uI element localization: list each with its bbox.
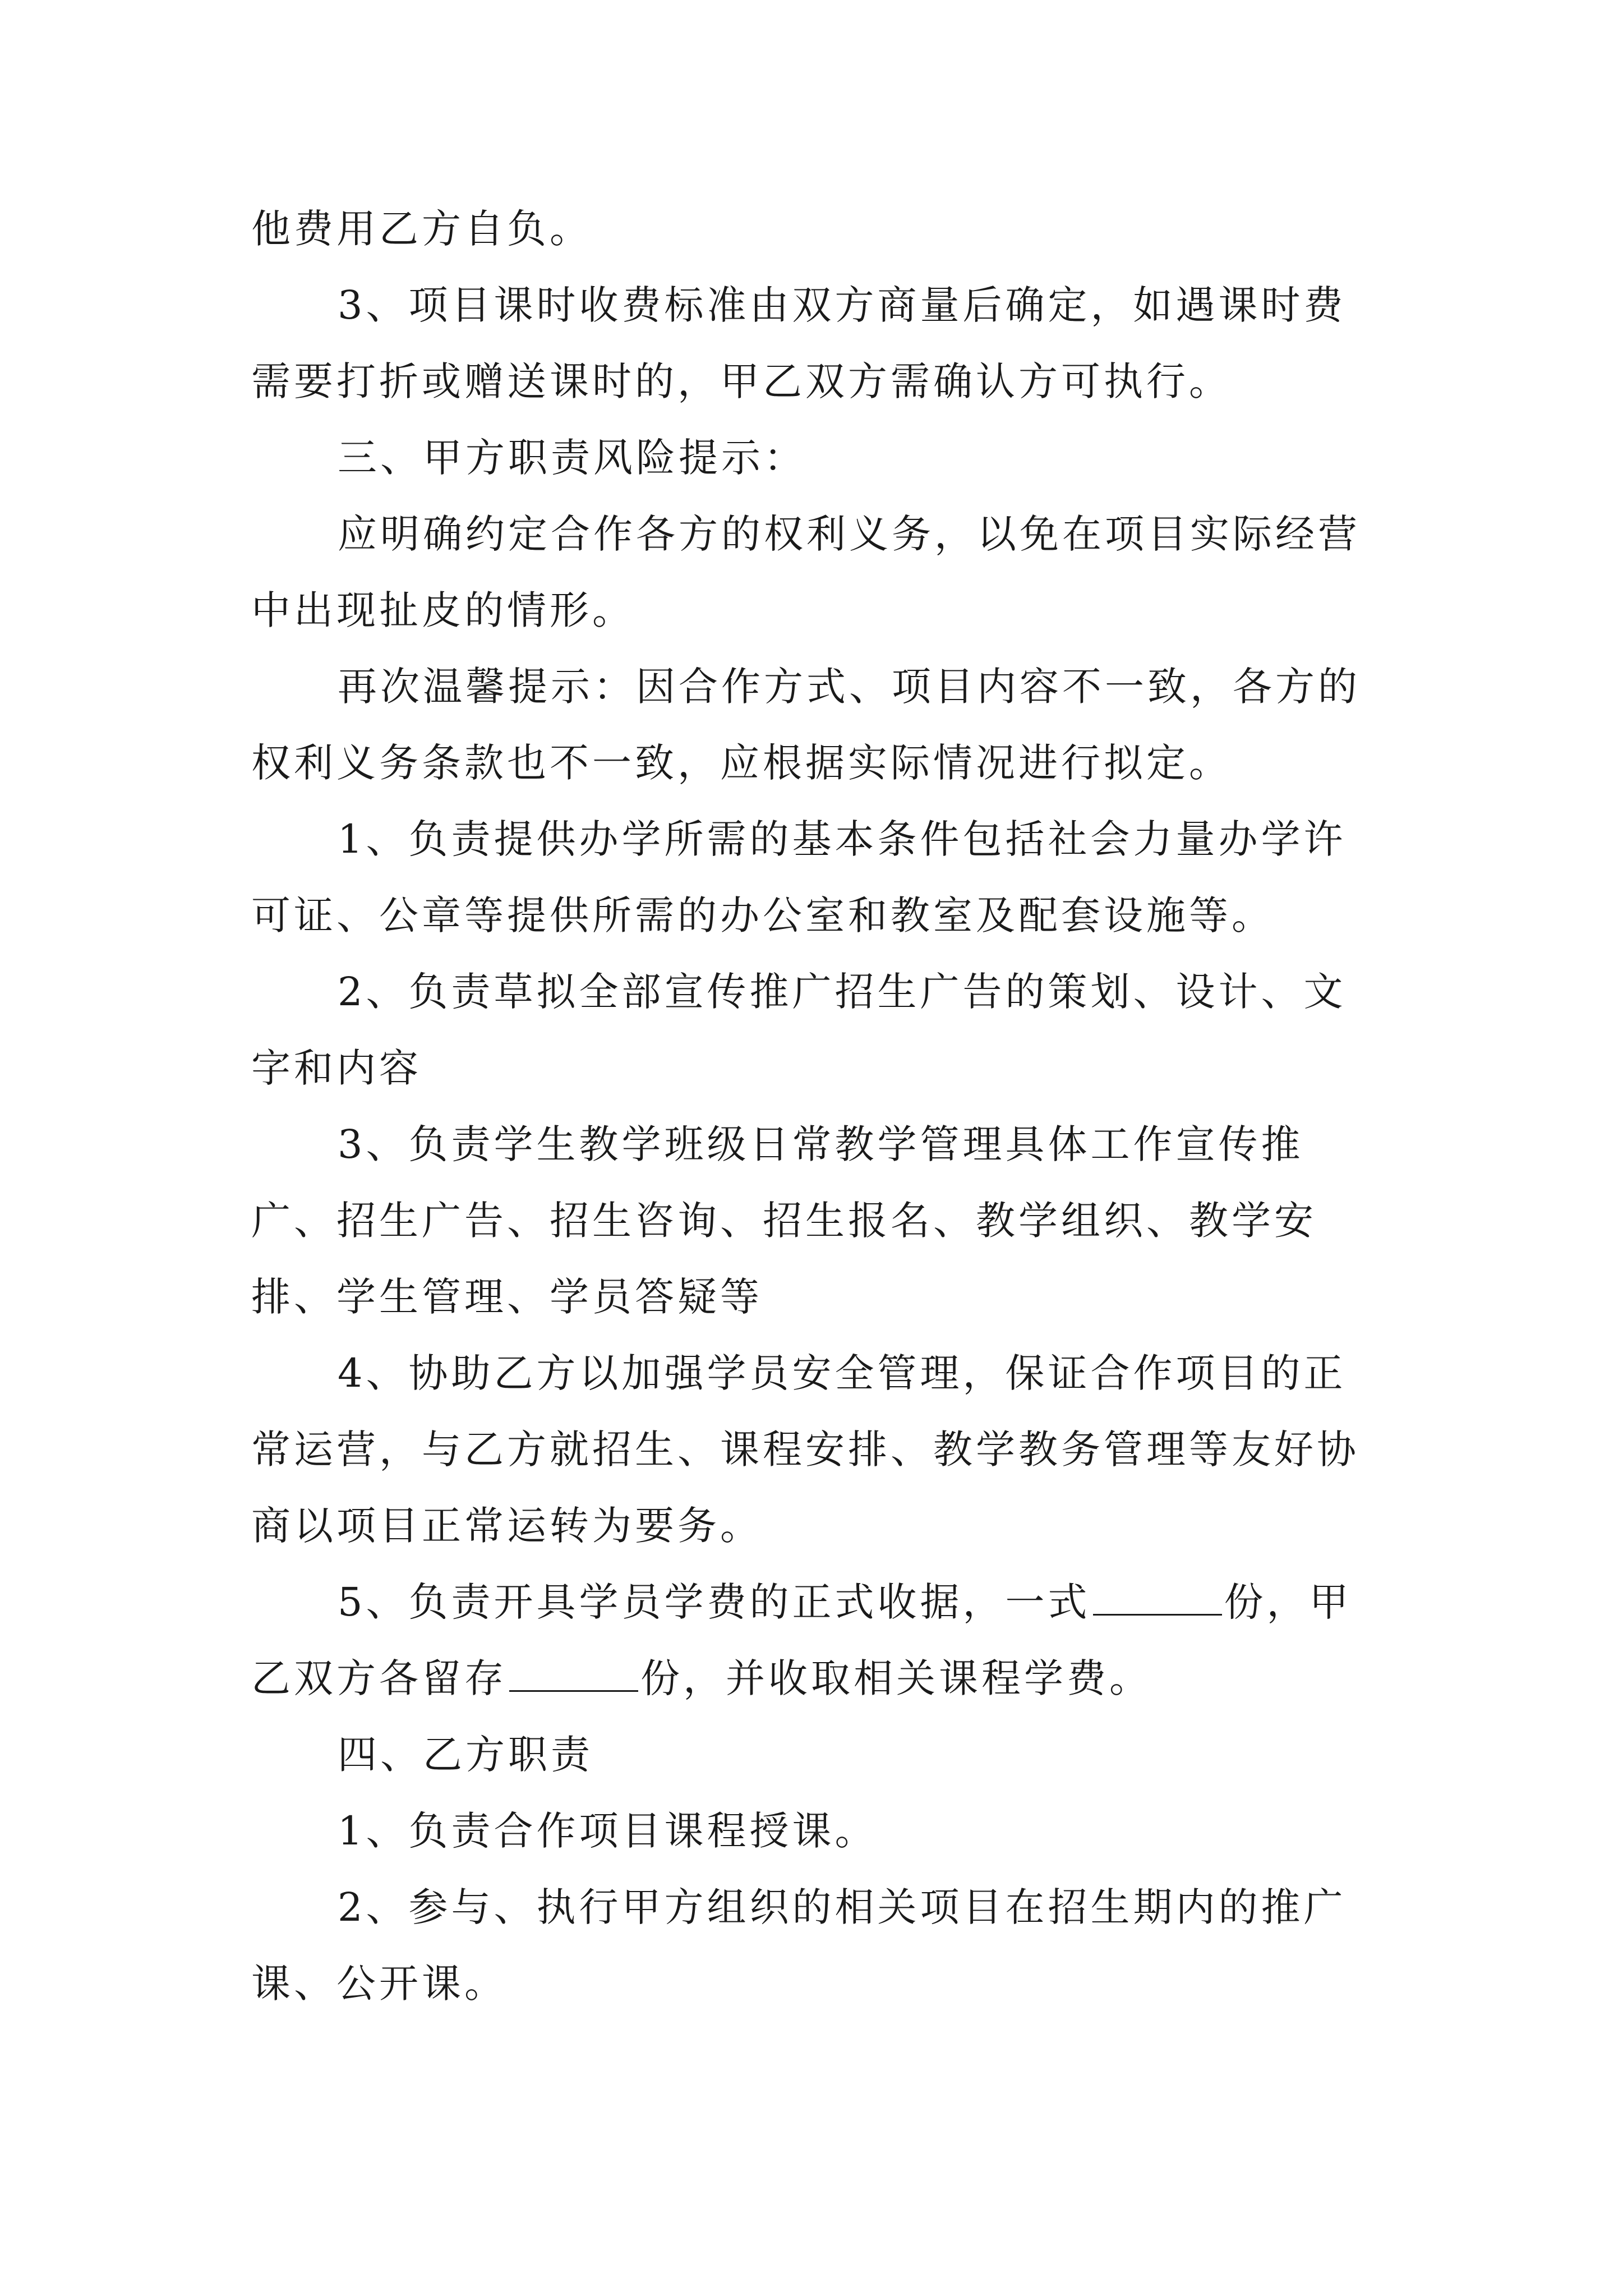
party-a-duty-3: 3、负责学生教学班级日常教学管理具体工作宣传推广、招生广告、招生咨询、招生报名、教学组织、教学安排、学生管理、学员答疑等 [251, 1121, 1317, 1320]
retained-copies-blank [509, 1658, 638, 1692]
party-a-duty-1: 1、负责提供办学所需的基本条件包括社会力量办学许可证、公章等提供所需的办公室和教室及配套设施等。 [251, 816, 1347, 938]
document-page [251, 191, 1384, 2022]
copies-blank [1093, 1581, 1222, 1616]
paragraph-continuation: 他费用乙方自负。 [251, 206, 592, 252]
duty-5-text-part3: 份，并收取相关课程学费。 [640, 1655, 1152, 1701]
section-heading-party-a-duties: 三、甲方职责风险提示： [338, 435, 806, 481]
paragraph-fee-standard: 3、项目课时收费标准由双方商量后确定，如遇课时费需要打折或赠送课时的，甲乙双方需确认方可执行。 [251, 282, 1347, 404]
duty-5-text-part1: 5、负责开具学员学费的正式收据，一式 [338, 1579, 1091, 1625]
party-b-duty-1: 1、负责合作项目课程授课。 [338, 1808, 878, 1854]
paragraph-reminder: 再次温馨提示：因合作方式、项目内容不一致，各方的权利义务条款也不一致，应根据实际情况进行拟定。 [251, 664, 1361, 786]
party-a-duty-4: 4、协助乙方以加强学员安全管理，保证合作项目的正常运营，与乙方就招生、课程安排、教学教务管理等友好协商以项目正常运转为要务。 [251, 1350, 1359, 1549]
section-heading-party-b-duties: 四、乙方职责 [338, 1732, 593, 1778]
duty-5-text-part2: 份，甲乙双方各留存 [251, 1579, 1352, 1701]
party-a-duty-2: 2、负责草拟全部宣传推广招生广告的策划、设计、文字和内容 [251, 969, 1347, 1091]
paragraph-rights-obligations: 应明确约定合作各方的权利义务，以免在项目实际经营中出现扯皮的情形。 [251, 511, 1361, 633]
party-b-duty-2: 2、参与、执行甲方组织的相关项目在招生期内的推广课、公开课。 [251, 1884, 1347, 2007]
party-a-duty-5 [251, 1564, 1384, 1717]
